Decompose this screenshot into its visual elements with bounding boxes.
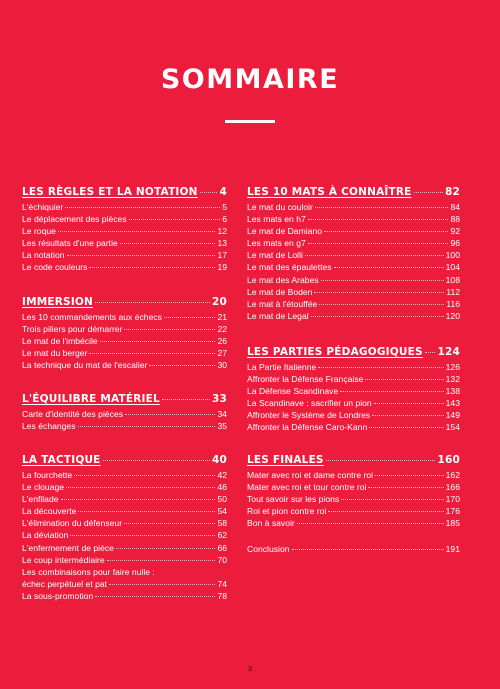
section-heading-label: LES 10 MATS À CONNAÎTRE <box>247 186 412 198</box>
toc-entry <box>22 517 227 529</box>
toc-entry-label: Affronter la Défense Caro-Kann <box>247 422 368 433</box>
dot-leader <box>318 367 443 368</box>
toc-entry <box>247 421 460 433</box>
section-heading <box>247 452 460 468</box>
toc-entry-label: Le roque <box>22 226 56 237</box>
title-divider <box>225 120 275 123</box>
toc-entry-label: Les résultats d'une partie <box>22 238 118 249</box>
dot-leader <box>95 302 210 303</box>
section-heading-page: 20 <box>211 296 227 308</box>
toc-entry-label: Le mat de l'imbécile <box>22 336 98 347</box>
toc-entry-page: 19 <box>217 262 227 273</box>
dot-leader <box>311 316 444 317</box>
toc-entry-label: Le coup intermédiaire <box>22 554 105 565</box>
dot-leader <box>89 353 215 354</box>
toc-entry-label: La fourchette <box>22 470 73 480</box>
dot-leader <box>74 475 215 476</box>
toc-entry-page: 154 <box>445 422 460 433</box>
toc-section <box>247 184 460 322</box>
toc-section <box>247 543 460 555</box>
toc-entry-label: Le mat des Arabes <box>247 274 319 285</box>
toc-entry-label: La découverte <box>22 506 77 517</box>
toc-entry <box>22 566 227 578</box>
dot-leader <box>308 219 449 220</box>
page-title: SOMMAIRE <box>160 64 340 95</box>
toc-entry-page: 176 <box>445 506 460 517</box>
toc-entry-label: La notation <box>22 250 65 261</box>
toc-entry-page: 143 <box>445 398 460 409</box>
toc-entry <box>22 261 227 273</box>
toc-entry-page: 5 <box>222 202 227 212</box>
toc-entry <box>247 469 460 481</box>
dot-leader <box>66 487 215 488</box>
section-heading-page: 4 <box>219 186 227 198</box>
toc-entry-page: 66 <box>217 542 227 553</box>
toc-entry <box>22 542 227 554</box>
toc-entry-page: 42 <box>217 470 227 480</box>
toc-entry-page: 35 <box>217 421 227 432</box>
toc-entry-page: 162 <box>445 470 460 480</box>
toc-entry-page: 92 <box>450 226 460 237</box>
dot-leader <box>425 352 436 353</box>
dot-leader <box>109 584 215 585</box>
dot-leader <box>129 219 221 220</box>
toc-entry-label: Le mat des épaulettes <box>247 262 332 273</box>
toc-entry <box>22 249 227 261</box>
dot-leader <box>67 255 216 256</box>
section-heading <box>22 452 227 468</box>
toc-entry-label: Les combinaisons pour faire nulle : <box>22 566 155 577</box>
toc-entry <box>22 237 227 249</box>
toc-entry-label: Le mat de Boden <box>247 286 313 297</box>
toc-entry <box>247 505 460 517</box>
dot-leader <box>365 379 443 380</box>
toc-entry <box>22 213 227 225</box>
toc-entry <box>247 310 460 322</box>
dot-leader <box>328 511 443 512</box>
toc-entry-page: 6 <box>222 214 227 225</box>
dot-leader <box>116 548 216 549</box>
toc-entry <box>247 543 460 555</box>
toc-entry <box>247 517 460 529</box>
toc-entry-page: 149 <box>445 410 460 421</box>
toc-entry-page: 74 <box>217 578 227 589</box>
toc-entry <box>247 493 460 505</box>
toc-entry-page: 104 <box>445 262 460 273</box>
dot-leader <box>334 267 444 268</box>
toc-entry-page: 108 <box>445 274 460 285</box>
dot-leader <box>374 403 444 404</box>
toc-entry-page: 78 <box>217 590 227 601</box>
toc-entry-label: Affronter le Système de Londres <box>247 410 371 421</box>
toc-entry <box>22 469 227 481</box>
toc-entry-label: La sous-promotion <box>22 590 94 601</box>
toc-entry-page: 46 <box>217 482 227 493</box>
toc-entry-label: Le déplacement des pièces <box>22 214 127 225</box>
dot-leader <box>324 231 448 232</box>
toc-entry-page: 185 <box>445 518 460 529</box>
dot-leader <box>308 243 449 244</box>
section-heading <box>22 391 227 407</box>
toc-entry <box>22 578 227 590</box>
dot-leader <box>162 399 210 400</box>
dot-leader <box>414 192 443 193</box>
dot-leader <box>164 317 215 318</box>
toc-entry-label: L'enfilade <box>22 494 59 505</box>
toc-entry <box>22 323 227 335</box>
dot-leader <box>124 329 215 330</box>
section-heading-label: LES RÈGLES ET LA NOTATION <box>22 186 198 198</box>
dot-leader <box>375 475 444 476</box>
toc-entry-label: L'élimination du défenseur <box>22 518 123 529</box>
toc-entry-label: L'échiquier <box>22 202 64 212</box>
dot-leader <box>107 560 216 561</box>
toc-entry <box>247 237 460 249</box>
toc-entry-page: 84 <box>450 202 460 212</box>
dot-leader <box>297 523 444 524</box>
toc-entry-label: Les échanges <box>22 421 76 432</box>
toc-entry-label: La Défense Scandinave <box>247 386 339 397</box>
dot-leader <box>341 499 443 500</box>
toc-entry-page: 126 <box>445 362 460 372</box>
toc-entry-page: 191 <box>445 544 460 554</box>
toc-entry-page: 62 <box>217 530 227 541</box>
toc-section <box>22 294 227 371</box>
toc-entry-label: La technique du mat de l'escalier <box>22 360 148 371</box>
section-heading <box>22 294 227 310</box>
section-heading-label: LES PARTIES PÉDAGOGIQUES <box>247 346 423 358</box>
section-heading <box>22 184 227 200</box>
toc-entry-label: Le mat de Lolli <box>247 250 303 261</box>
toc-entry-label: Le code couleurs <box>22 262 88 273</box>
toc-entry-label: Les mats en h7 <box>247 214 306 225</box>
dot-leader <box>103 460 210 461</box>
toc-entry-page: 30 <box>217 360 227 371</box>
toc-entry-page: 50 <box>217 494 227 505</box>
dot-leader <box>292 549 444 550</box>
toc-entry-label: Les 10 commandements aux échecs <box>22 312 162 322</box>
dot-leader <box>321 280 444 281</box>
toc-section <box>22 452 227 602</box>
toc-entry-page: 132 <box>445 374 460 385</box>
dot-leader <box>78 511 215 512</box>
dot-leader <box>368 487 443 488</box>
section-heading <box>247 344 460 360</box>
toc-entry <box>22 481 227 493</box>
toc-section <box>247 344 460 434</box>
toc-entry <box>247 409 460 421</box>
toc-entry-label: Tout savoir sur les pions <box>247 494 340 505</box>
toc-entry-page: 120 <box>445 310 460 321</box>
toc-entry-page: 96 <box>450 238 460 249</box>
toc-entry-label: Le mat de Legal <box>247 310 309 321</box>
toc-entry-page: 70 <box>217 554 227 565</box>
toc-entry-page: 34 <box>217 409 227 419</box>
dot-leader <box>340 391 443 392</box>
dot-leader <box>149 365 215 366</box>
toc-entry-label: Roi et pion contre roi <box>247 506 327 517</box>
toc-entry-label: La déviation <box>22 530 69 541</box>
dot-leader <box>305 255 444 256</box>
dot-leader <box>124 523 215 524</box>
toc-entry <box>247 201 460 213</box>
dot-leader <box>65 207 220 208</box>
toc-entry-page: 116 <box>446 298 460 309</box>
toc-entry <box>22 505 227 517</box>
toc-entry-page: 26 <box>217 336 227 347</box>
toc-entry-page: 21 <box>217 312 227 322</box>
toc-entry-label: L'enfermement de pièce <box>22 542 114 553</box>
toc-entry-label: Les mats en g7 <box>247 238 306 249</box>
toc-entry-label: La Partie Italienne <box>247 362 317 372</box>
dot-leader <box>372 415 444 416</box>
toc-entry <box>22 529 227 541</box>
toc-entry <box>22 335 227 347</box>
section-heading-page: 124 <box>437 346 460 358</box>
toc-entry-label: échec perpétuel et pat <box>22 578 108 589</box>
toc-entry <box>247 274 460 286</box>
section-heading-page: 82 <box>444 186 460 198</box>
dot-leader <box>78 426 216 427</box>
toc-entry-page: 12 <box>217 226 227 237</box>
toc-entry <box>22 225 227 237</box>
toc-entry-page: 17 <box>217 250 227 261</box>
dot-leader <box>314 292 444 293</box>
dot-leader <box>120 243 216 244</box>
toc-section <box>22 184 227 274</box>
toc-entry <box>247 481 460 493</box>
toc-entry-label: Le mat de Damiano <box>247 226 322 237</box>
dot-leader <box>326 460 436 461</box>
dot-leader <box>70 535 215 536</box>
toc-entry <box>247 397 460 409</box>
toc-entry <box>247 298 460 310</box>
section-heading-label: IMMERSION <box>22 296 94 308</box>
dot-leader <box>369 427 443 428</box>
toc-entry-label: Le mat à l'étouffée <box>247 298 318 309</box>
toc-entry <box>22 201 227 213</box>
toc-entry <box>247 249 460 261</box>
toc-entry <box>247 213 460 225</box>
toc-entry-label: Bon à savoir <box>247 518 295 529</box>
section-heading-label: LES FINALES <box>247 454 324 466</box>
toc-entry-page: 27 <box>217 348 227 359</box>
toc-entry-label: La Scandinave : sacrifier un pion <box>247 398 372 409</box>
toc-entry <box>22 590 227 602</box>
section-heading-label: LA TACTIQUE <box>22 454 101 466</box>
toc-entry-page: 58 <box>217 518 227 529</box>
toc-entry-page: 112 <box>446 286 460 297</box>
toc-entry-page: 88 <box>450 214 460 225</box>
toc-entry <box>247 286 460 298</box>
section-heading-page: 160 <box>437 454 460 466</box>
toc-entry-page: 138 <box>445 386 460 397</box>
toc-entry-label: Conclusion <box>247 544 290 554</box>
section-heading-page: 40 <box>211 454 227 466</box>
toc-section <box>22 391 227 432</box>
section-heading <box>247 184 460 200</box>
toc-entry-label: Mater avec roi et dame contre roi <box>247 470 374 480</box>
toc-entry-label: Trois piliers pour démarrer <box>22 324 123 335</box>
dot-leader <box>125 414 215 415</box>
toc-entry-page: 170 <box>445 494 460 505</box>
toc-entry-label: Le mat du couloir <box>247 202 313 212</box>
toc-entry-label: Affronter la Défense Française <box>247 374 364 385</box>
dot-leader <box>200 192 218 193</box>
dot-leader <box>58 231 216 232</box>
toc-entry-page: 166 <box>445 482 460 493</box>
dot-leader <box>319 304 444 305</box>
dot-leader <box>61 499 216 500</box>
toc-entry-label: Le mat du berger <box>22 348 88 359</box>
toc-entry <box>22 359 227 371</box>
toc-entry-page: 54 <box>217 506 227 517</box>
section-heading-label: L'ÉQUILIBRE MATÉRIEL <box>22 393 160 405</box>
toc-entry <box>22 420 227 432</box>
dot-leader <box>95 596 215 597</box>
dot-leader <box>89 267 215 268</box>
dot-leader <box>100 341 216 342</box>
section-heading-page: 33 <box>211 393 227 405</box>
toc-entry-label: Carte d'identité des pièces <box>22 409 124 419</box>
toc-entry <box>247 225 460 237</box>
toc-entry-label: Le clouage <box>22 482 65 493</box>
toc-entry <box>22 311 227 323</box>
toc-entry <box>247 361 460 373</box>
toc-entry <box>247 261 460 273</box>
toc-entry <box>22 347 227 359</box>
toc-entry-page: 22 <box>217 324 227 335</box>
toc-entry-page: 100 <box>445 250 460 261</box>
toc-entry <box>22 493 227 505</box>
toc-entry-page: 13 <box>217 238 227 249</box>
toc-entry <box>247 385 460 397</box>
page-number: 3 <box>248 666 252 673</box>
toc-entry <box>22 554 227 566</box>
toc-section <box>247 452 460 529</box>
toc-entry <box>22 408 227 420</box>
toc-entry-label: Mater avec roi et tour contre roi <box>247 482 367 493</box>
dot-leader <box>315 207 449 208</box>
toc-entry <box>247 373 460 385</box>
